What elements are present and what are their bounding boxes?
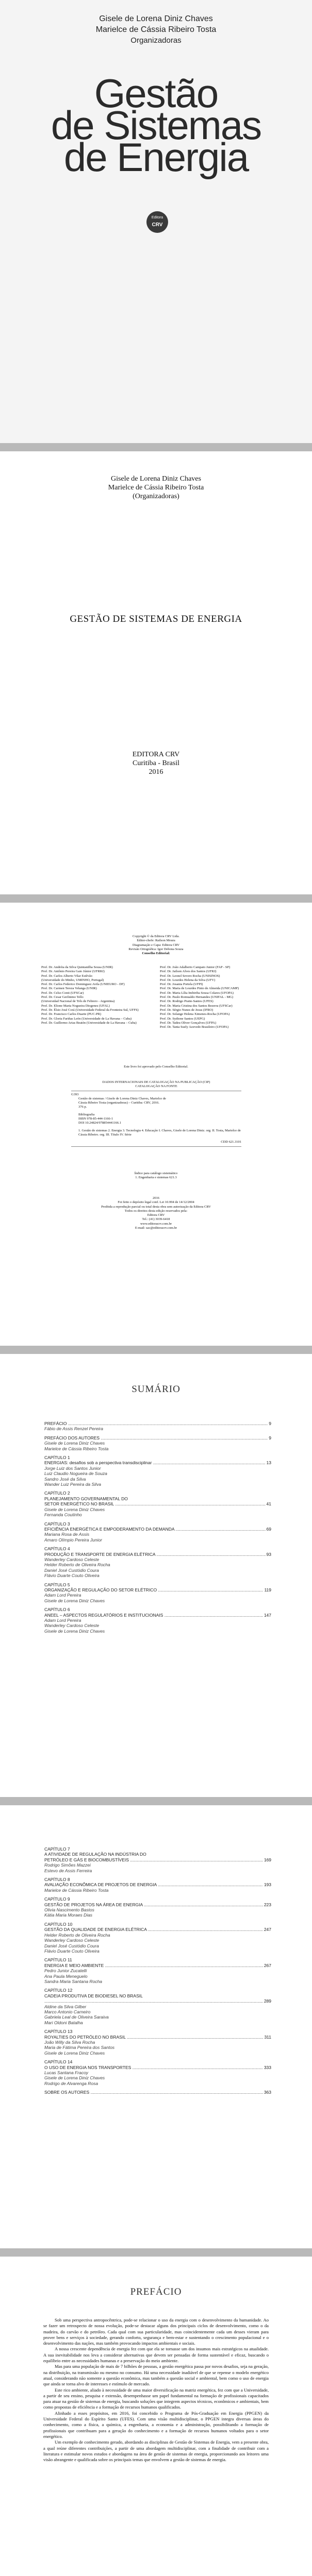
toc-chapter-number: CAPÍTULO 9 <box>44 1896 70 1902</box>
review-line: Revisão Ortográfica: Igor Debona Souza <box>128 947 184 951</box>
toc-entry <box>44 2029 271 2056</box>
toc-title-row <box>44 1552 271 1557</box>
toc-title: PREFÁCIO DOS AUTORES ..... <box>44 1435 268 1440</box>
toc-author: Daniel José Custódio Coura <box>44 1943 99 1948</box>
toc-chapter-number: CAPÍTULO 14 <box>44 2059 73 2065</box>
toc-entry <box>44 1957 271 1984</box>
title-page-title: GESTÃO DE SISTEMAS DE ENERGIA <box>70 614 242 624</box>
board-member: Prof. Dr. Maria Cristina dos Santos Bezerra (UFSCar) <box>160 1004 233 1008</box>
toc-entry <box>44 1846 271 1873</box>
cip-line-1: Gestão de sistemas / Gisele de Lorena Diniz Chaves, Marielce de <box>78 1096 166 1100</box>
toc-author: Adam Lord Pereira <box>44 1592 81 1598</box>
toc-page-number: 363 <box>264 2090 271 2095</box>
toc-title: ENERGIAS: desafios sob a perspectiva transdisciplinar ..... <box>44 1460 266 1465</box>
copyright-header <box>0 935 312 956</box>
toc-entry <box>44 1521 271 1543</box>
toc-title-line: CADEIA PRODUTIVA DE BIODIESEL NO BRASIL <box>44 1993 143 1998</box>
board-member: Prof. Dr. Jailson Alves dos Santos (UFRJ) <box>160 970 217 974</box>
editorial-board-left <box>41 965 157 1025</box>
toc-author: Sandra Maria Santana Rocha <box>44 1978 102 1984</box>
toc-title: ANEEL – ASPECTOS REGULATÓRIOS E INSTITUCIONAIS ..... <box>44 1613 263 1618</box>
toc-title: PREFÁCIO ..... <box>44 1421 268 1426</box>
toc-chapter-number: CAPÍTULO 6 <box>44 1607 70 1613</box>
title-organizers-label: (Organizadoras) <box>133 493 179 500</box>
toc-author: Ana Paula Meneguelo <box>44 1973 88 1979</box>
toc-page-number: 193 <box>264 1882 271 1888</box>
board-member: Prof. Dr. Gloria Fariñas León (Universidade de La Havana – Cuba) <box>41 1016 132 1021</box>
toc-author: Gisele de Lorena Diniz Chaves <box>44 2050 105 2056</box>
toc-title <box>44 1998 263 2004</box>
title-author-2: Marielce de Cássia Ribeiro Tosta <box>108 484 204 492</box>
cip-divider-bottom <box>71 1146 241 1147</box>
toc-chapter-number: CAPÍTULO 7 <box>44 1846 70 1852</box>
cip-bibliography: Bibliografia <box>78 1112 95 1116</box>
toc-author: Gisele de Lorena Diniz Chaves <box>44 1628 105 1634</box>
board-member: Prof. Dr. Tania Suely Azevedo Brasileiro (UFOPA) <box>160 1025 229 1029</box>
toc-chapter-number: CAPÍTULO 2 <box>44 1490 70 1496</box>
catalog-index-item: 1. Engenharia e sistemas 621.3 <box>135 1176 177 1180</box>
copyright-line: Copyright © da Editora CRV Ltda. <box>133 935 179 938</box>
table-of-contents-continued <box>44 1846 271 2099</box>
cip-code: G393 <box>71 1092 79 1096</box>
toc-title-row <box>44 1587 271 1592</box>
toc-author: João Willy da Silva Rocha <box>44 2040 95 2045</box>
board-member: Prof. Dr. Rodrigo Pratte-Santos (UFES) <box>160 999 214 1004</box>
toc-page-number: 9 <box>269 1421 271 1426</box>
toc-chapter-number: CAPÍTULO 3 <box>44 1521 70 1527</box>
toc-chapter-number: CAPÍTULO 1 <box>44 1455 70 1461</box>
publisher-place: Curitiba - Brasil <box>133 759 179 767</box>
toc-page-number: 333 <box>264 2064 271 2070</box>
toc-title-row <box>44 1460 271 1465</box>
board-member: Prof. Dr. Sérgio Nunes de Jesus (IFRO) <box>160 1008 214 1012</box>
toc-author: Wander Luiz Pereira da Silva <box>44 1482 101 1487</box>
toc-author: Sandro José da Silva <box>44 1476 86 1482</box>
toc-author: Rodrigo Simões Mazzei <box>44 1862 91 1868</box>
toc-entry <box>44 1877 271 1893</box>
toc-entry <box>44 1988 271 2025</box>
board-member: (Universidad Nacional de Três de Febrero - Argentina) <box>41 999 115 1004</box>
cover-title-line-1: Gestão <box>94 71 218 116</box>
publication-year: 2016 <box>149 768 163 776</box>
reproduction-notice: Proibida a reprodução parcial ou total desta obra sem autorização da Editora CRV <box>101 1205 211 1209</box>
board-member: Prof. Dr. Celso Conti (UFSCar) <box>41 991 84 995</box>
layout-line: Diagramação e Capa: Editora CRV <box>132 943 180 947</box>
toc-title: AVALIAÇÃO ECONÔMICA DE PROJETOS DE ENERGIA ..... <box>44 1882 263 1887</box>
toc-author: Kátia Maria Moraes Dias <box>44 1912 93 1918</box>
summary-page <box>0 1354 312 1797</box>
toc-title: ORGANIZAÇÃO E REGULAÇÃO DO SETOR ELÉTRICO ..... <box>44 1587 263 1592</box>
toc-title: GESTÃO DE PROJETOS NA ÁREA DE ENERGIA ..... <box>44 1902 263 1907</box>
toc-entry <box>44 1922 271 1954</box>
summary-title: SUMÁRIO <box>132 1384 180 1395</box>
toc-title: SETOR ENERGÉTICO NO BRASIL ..... <box>44 1501 266 1506</box>
toc-entry <box>44 1896 271 1918</box>
toc-page-number: 119 <box>264 1587 271 1592</box>
toc-author: Fábio de Assis Renzel Pereira <box>44 1426 104 1432</box>
toc-entry <box>44 1546 271 1578</box>
board-title: Conselho Editorial: <box>142 952 170 956</box>
toc-author: Mariana Rosa de Assis <box>44 1532 90 1537</box>
toc-author: Maria de Fátima Pereira dos Santos <box>44 2045 115 2050</box>
toc-title-row <box>44 2065 271 2070</box>
logo-top-text: Editora <box>151 216 163 219</box>
footer-year: 2016 <box>153 1196 159 1200</box>
toc-title-row <box>44 1857 271 1862</box>
cover-title-line-2: de Sistemas <box>51 103 261 148</box>
toc-title-row <box>44 2090 271 2095</box>
toc-page-number: 9 <box>269 1435 271 1440</box>
board-member: Prof. Dr. Paulo Romualdo Hernandes (UNIFAL - MG) <box>160 995 234 999</box>
publisher-logo <box>146 211 168 233</box>
toc-author: Wanderley Cardoso Celeste <box>44 1938 100 1943</box>
board-member: Prof. Dr. Maria Lília Imbiriba Sousa Colares (UFOPA) <box>160 991 234 995</box>
toc-title-row <box>44 1421 271 1426</box>
toc-title-row <box>44 1882 271 1887</box>
cip-line-2: Cássia Ribeiro Tosta (organizadoras) – Curitiba: CRV, 2016. <box>78 1101 159 1105</box>
cover-title <box>0 71 312 180</box>
board-member: Prof. Dr. Guillermo Arias Beatón (Universidade de La Havana – Cuba) <box>41 1021 137 1025</box>
cip-cdd: CDD 621.3101 <box>221 1140 241 1144</box>
toc-author: Estevo de Assis Ferreira <box>44 1868 92 1873</box>
toc-title-row <box>44 1927 271 1932</box>
toc-title-row <box>44 1613 271 1618</box>
cover-organizers-label: Organizadoras <box>130 36 182 45</box>
toc-author: Luiz Claudio Nogueira de Souza <box>44 1471 107 1477</box>
board-member: Prof. Dr. Sydione Santos (UEPG) <box>160 1016 205 1021</box>
board-member: Prof. Dr. Josania Portela (UFPI) <box>160 982 203 987</box>
toc-page-number: 311 <box>264 2034 271 2040</box>
toc-chapter-number: CAPÍTULO 12 <box>44 1988 73 1993</box>
catalog-index-title: Índice para catálogo sistemático <box>134 1172 178 1175</box>
title-page-publisher <box>0 750 312 776</box>
table-of-contents <box>44 1421 271 1637</box>
toc-entry <box>44 1582 271 1604</box>
toc-author: Fernanda Coutinho <box>44 1512 82 1518</box>
toc-title: EFICIÊNCIA ENERGÉTICA E EMPODERAMENTO DA DEMANDA ..... <box>44 1527 266 1532</box>
toc-title-row <box>44 1435 271 1440</box>
board-member: Prof. Dr. Maria de Lourdes Pinto de Almeida (UNICAMP) <box>160 987 239 991</box>
toc-title: GESTÃO DA QUALIDADE DE ENERGIA ELÉTRICA ..... <box>44 1927 263 1932</box>
footer-website: www.editoracrv.com.br <box>140 1222 172 1226</box>
cover-author-2: Marielce de Cássia Ribeiro Tosta <box>95 25 217 34</box>
board-member: Prof. Dr. Solange Helena Ximenes-Rocha (UFOPA) <box>160 1012 230 1016</box>
board-member: Prof. Dr. João Adalberto Campato Junior (FAP - SP) <box>160 965 231 969</box>
toc-author: Gisele de Lorena Diniz Chaves <box>44 1506 105 1512</box>
toc-title: SOBRE OS AUTORES ..... <box>44 2090 263 2095</box>
toc-author: Wanderley Cardoso Celeste <box>44 1623 100 1629</box>
toc-title-row <box>44 1963 271 1968</box>
toc-page-number: 93 <box>266 1551 271 1557</box>
toc-page-number: 267 <box>264 1962 271 1968</box>
footer-phone: Tel.: (41) 3039-6418 <box>142 1217 170 1222</box>
preface-paragraph: Sob uma perspectiva antropocêntrica, pode-se relacionar o uso da energia com o desenvolvimento da humanidade. Ao se fazer um retrospecto de nossa evolução, pode-se destacar alguns dos principais ciclos de desenvolvimento, como o da madeira, do carvão e do petróleo. Cada qual com sua particularidade, mas coincidentemente cada um desses vieram para prover bens e serviços à sociedade, gerando conforto, segurança e bem-estar e sustentando o crescimento populacional e o desenvolvimento das nações, mas também provocando impactos ambientais e sociais. <box>43 2317 269 2346</box>
toc-chapter-number: CAPÍTULO 10 <box>44 1921 73 1927</box>
toc-page-number: 69 <box>266 1526 271 1532</box>
publisher-name: EDITORA CRV <box>132 751 180 758</box>
cip-subjects: 1. Gestão de sistemas 2. Energia 3. Tecnologia 4. Educação I. Chaves, Gisele de Lorena Diniz. org. II. Tosta, Marielce de Cássia Ribeiro. org. III. Título IV. Série <box>78 1128 241 1137</box>
toc-title-row <box>44 1501 271 1506</box>
toc-chapter-number: CAPÍTULO 13 <box>44 2029 73 2035</box>
copyright-footer <box>0 1196 312 1230</box>
footer-email: E-mail: sac@editoracrv.com.br <box>135 1226 177 1230</box>
cover-authors <box>0 13 312 46</box>
board-member: Prof. Dr. Tadeu Oliver Gonçalves (UFPA) <box>160 1021 217 1025</box>
editor-line: Editor-chefe: Railson Moura <box>137 939 175 943</box>
board-member: Prof. Dr. Leonel Severo Rocha (UNISINOS) <box>160 974 220 978</box>
preface-paragraph: Alinhado a esses propósitos, em 2016, foi concebido o Programa de Pós-Graduação em Energia (PPGEN) da Universidade Federal do Espírito Santo (UFES). Com uma visão multidisciplinar, o PPGEN integra diversas áreas do conhecimento, como a física, a química, a engenharia, a economia e a administração, possibilitando a formação de profissionais que contribuam para a geração do conhecimento e a formação de recursos humanos voltados para o setor energético. <box>43 2410 269 2439</box>
toc-author: Marielce de Cássia Ribeiro Tosta <box>44 1446 109 1451</box>
toc-author: Rodrigo de Alvarenga Rosa <box>44 2080 98 2086</box>
approval-note: Este livro foi aprovado pelo Conselho Editorial. <box>124 1065 188 1069</box>
toc-author: Aldine da Silva Gilber <box>44 2004 87 2009</box>
toc-author: Gisele de Lorena Diniz Chaves <box>44 1598 105 1603</box>
toc-author: Helder Roberto de Oliveira Rocha <box>44 1932 110 1938</box>
toc-title-line: A ATIVIDADE DE REGULAÇÃO NA INDÚSTRIA DO <box>44 1852 146 1857</box>
toc-author: Flávio Duarte Couto Oliveira <box>44 1573 100 1579</box>
toc-author: Daniel José Custódio Coura <box>44 1567 99 1573</box>
toc-title-row <box>44 1998 271 2004</box>
toc-title: PRODUÇÃO E TRANSPORTE DE ENERGIA ELÉTRICA ..... <box>44 1552 266 1557</box>
toc-page-number: 289 <box>264 1998 271 2004</box>
board-member: Prof. Dr. Andréia da Silva Quintanilha Sousa (UNIR) <box>41 965 113 969</box>
toc-title: PETRÓLEO E GÁS E BIOCOMBUSTÍVEIS ..... <box>44 1857 263 1862</box>
toc-author: Mari Oldoni Batalha <box>44 2020 83 2025</box>
toc-title: ROYALTIES DO PETRÓLEO NO BRASIL ..... <box>44 2035 263 2040</box>
title-page <box>0 451 312 894</box>
cip-isbn: ISBN 978-85-444-1166-1 <box>78 1117 113 1121</box>
toc-author: Marielce de Cássia Ribeiro Tosta <box>44 1887 109 1893</box>
title-author-1: Gisele de Lorena Diniz Chaves <box>111 475 201 483</box>
toc-title-row <box>44 1902 271 1907</box>
footer-publisher: Editora CRV <box>147 1213 165 1217</box>
copyright-page <box>0 903 312 1346</box>
preface-paragraph: Mas para uma população de mais de 7 bilhões de pessoas, a gestão energética passa por novos desafios, seja na geração, na distribuição, na transmissão ou mesmo no consumo. Há uma necessidade inadiável de que se repense o modelo energético atual, considerando não somente a questão econômica, mas também a questão social e ambiental, bem como o uso de energia que ainda se torna alvo de interesses e estímulo de mercado. <box>43 2364 269 2387</box>
toc-chapter-number: CAPÍTULO 4 <box>44 1546 70 1552</box>
toc-page-number: 223 <box>264 1902 271 1907</box>
toc-title: O USO DE ENERGIA NOS TRANSPORTES ..... <box>44 2065 263 2070</box>
board-member: Prof. Dr. Francisco Carlos Duarte (PUC-PR) <box>41 1012 102 1016</box>
cip-line-3: 376 p. <box>78 1105 87 1109</box>
toc-author: Olivia Nascimento Bastos <box>44 1907 94 1913</box>
title-page-authors <box>0 474 312 501</box>
preface-body <box>43 2317 269 2463</box>
toc-entry <box>44 1421 271 1432</box>
board-member: Prof. Dr. Elione Maria Nogueira Diogenes (UFAL) <box>41 1004 110 1008</box>
toc-author: Pedro Junior Zucatelli <box>44 1968 87 1974</box>
toc-author: Jorge Luiz dos Santos Junior <box>44 1465 101 1471</box>
toc-author: Lucas Santana Fracoy <box>44 2070 89 2076</box>
cover-author-1: Gisele de Lorena Diniz Chaves <box>99 14 213 23</box>
board-member: Prof. Dr. Cesar Gerônimo Tello <box>41 995 84 999</box>
logo-bottom-text: CRV <box>152 222 163 228</box>
cip-title-2: CATALOGAÇÃO NA FONTE <box>135 1084 177 1089</box>
toc-title-row <box>44 2035 271 2040</box>
rights-notice: Todos os direitos desta edição reservados pela: <box>124 1209 188 1213</box>
catalog-index <box>0 1172 312 1180</box>
cover-page <box>0 0 312 443</box>
board-member: Prof. Dr. Carlos Alberto Vilar Estêvão <box>41 974 92 978</box>
editorial-board-right <box>160 965 276 1029</box>
cip-title-1: DADOS INTERNACIONAIS DE CATALOGAÇÃO NA PUBLICAÇÃO (CIP) <box>102 1080 210 1084</box>
summary-page-continued <box>0 1805 312 2248</box>
preface-paragraph: Este rico ambiente, aliado à necessidade de uma maior diversificação na matriz energética, fez com que a Universidade, a partir de seu ensino, pesquisa e extensão, desempenhasse um papel fundamental na formação de profissionais capacitados para atuar na gestão de sistemas de energia, buscando soluções que integrem aspectos técnicos, econômicos e ambientais, bem como propostas de eficiência e a formação de recursos humanos qualificados. <box>43 2387 269 2410</box>
toc-page-number: 169 <box>264 1857 271 1862</box>
toc-title-line: PLANEJAMENTO GOVERNAMENTAL DO <box>44 1496 128 1501</box>
toc-author: Gisele de Lorena Diniz Chaves <box>44 1440 105 1446</box>
toc-author: Flávio Duarte Couto Oliveira <box>44 1948 100 1954</box>
toc-page-number: 13 <box>266 1460 271 1466</box>
preface-title: PREFÁCIO <box>130 2286 182 2297</box>
legal-deposit: Foi feito o depósito legal conf. Lei 10.994 de 14/12/2004 <box>118 1200 194 1205</box>
preface-page <box>0 2257 312 2576</box>
toc-page-number: 247 <box>264 1927 271 1933</box>
board-member: Prof. Dr. Carlos Federico Dominguez Avila (UNIEURO - DF) <box>41 982 125 987</box>
board-member: Prof. Dr. Élsio José Corá (Universidade Federal da Fronteira Sul, UFFS) <box>41 1008 139 1012</box>
toc-chapter-number: CAPÍTULO 11 <box>44 1957 72 1963</box>
preface-paragraph: Um exemplo de conhecimento gerado, abordando as disciplinas de Gestão de Sistemas de Energia, vem a presente obra, a qual reúne diferentes contribuições, a partir de uma abordagem multidisciplinar, com a finalidade de contribuir com a literatura e estimular novos estudos e abordagens na área de gestão de sistemas de energia, proporcionando aos leitores uma visão abrangente e qualificada sobre os principais temas que envolvem a gestão de sistemas de energia. <box>43 2439 269 2463</box>
board-member: Prof. Dr. Lourdes Helena da Silva (UFV) <box>160 978 216 982</box>
toc-entry <box>44 1490 271 1517</box>
toc-author: Amaro Olímpio Pereira Junior <box>44 1537 102 1543</box>
cip-block <box>71 1080 241 1148</box>
toc-entry <box>44 2059 271 2086</box>
toc-entry <box>44 1607 271 1634</box>
toc-author: Adam Lord Pereira <box>44 1618 81 1623</box>
toc-title: ENERGIA E MEIO AMBIENTE ..... <box>44 1963 263 1968</box>
board-member: Prof. Dr. Antônio Pereira Gaio Júnior (UFRRJ) <box>41 970 105 974</box>
toc-entry <box>44 2090 271 2095</box>
toc-author: Gisele de Lorena Diniz Chaves <box>44 2075 105 2081</box>
toc-entry <box>44 1455 271 1487</box>
cip-doi: DOI 10.24824/978854441166.1 <box>78 1121 121 1125</box>
toc-chapter-number: CAPÍTULO 8 <box>44 1877 70 1883</box>
toc-author: Helder Roberto de Oliveira Rocha <box>44 1562 110 1568</box>
toc-title-row <box>44 1527 271 1532</box>
preface-paragraph: A nossa crescente dependência de energia fez com que ela se tornasse um dos insumos mais estratégicos na atualidade. A sua inevitabilidade nos leva a considerar alternativas que devem ser pensadas de forma sustentável e eficaz, buscando o equilíbrio entre as necessidades humanas e a preservação do meio ambiente. <box>43 2346 269 2364</box>
toc-chapter-number: CAPÍTULO 5 <box>44 1582 70 1587</box>
toc-author: Marco Antonio Carneiro <box>44 2009 91 2014</box>
board-member: Prof. Dr. Carmen Tereza Velanga (UNIR) <box>41 987 97 991</box>
toc-author: Gabriela Leal de Oliveira Saraiva <box>44 2014 109 2020</box>
board-member: (Universidade do Minho, UMINHO, Portugal) <box>41 978 104 982</box>
toc-page-number: 41 <box>266 1501 271 1507</box>
toc-author: Wanderley Cardoso Celeste <box>44 1556 100 1562</box>
toc-page-number: 147 <box>264 1612 271 1618</box>
cover-title-line-3: de Energia <box>63 134 249 180</box>
toc-entry <box>44 1435 271 1451</box>
